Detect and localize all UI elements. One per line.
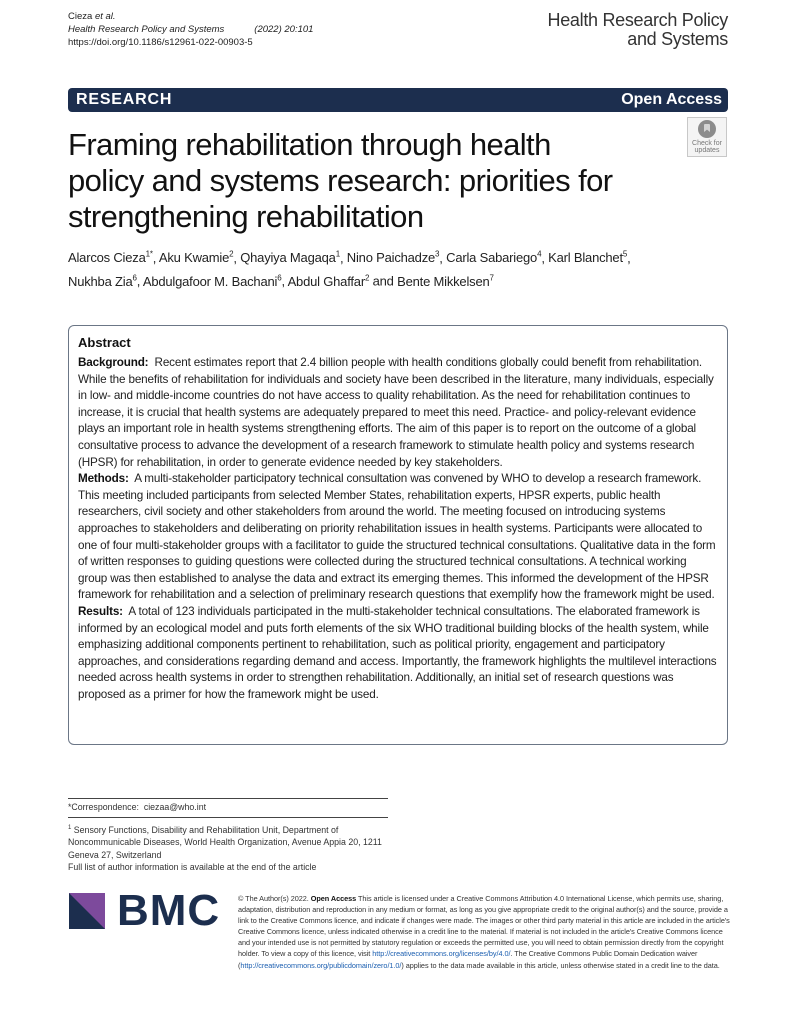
author[interactable]: Nukhba Zia$^6$ xyxy=(68,273,137,289)
correspondence-email[interactable]: ciezaa@who.int xyxy=(143,802,207,812)
journal-logo xyxy=(548,11,728,49)
full-author-list-note: Full list of author information is available at the end of the article xyxy=(68,862,317,873)
abstract-methods: Methods: A multi-stakeholder participatory technical consultation was convened by WHO to develop a research framework. This meeting included participants from selected Member States, rehabilitation experts, HPSR experts, public health researchers, civil society and other stakeholders from around the world. The meeting focused on introducing systems approaches to stakeholders and deliberating on priority rehabilitation issues in health systems. Participants were allocated to one of four multi-stakeholder groups with a facilitator to guide the structured technical consultations. Qualitative data in the form of written responses to guiding questions were collected during the structured technical consultations. A technical working group was then established to analyse the data and extract its emerging themes. This informed the development of the HPSR framework for rehabilitation and a selection of preliminary research questions that exemplify how the framework might be used. xyxy=(78,472,716,602)
abstract-heading: Abstract xyxy=(78,335,131,350)
author[interactable]: Nino Paichadze$^3$ xyxy=(346,250,440,266)
license-text: © The Author(s) 2022. Open Access This article is licensed under a Creative Commons Attribution 4.0 International License, which permits use, sharing, adaptation, distribution and reproduction in any medium or format, as long as you give appropriate credit to the original author(s) and the source, provide a link to the Creative Commons licence, and indicate if changes were made. The images or other third party material in this article are included in the article's Creative Commons licence, unless indicated otherwise in a credit line to the material. If material is not included in the article's Creative Commons licence and your intended use is not permitted by statutory regulation or exceeds the permitted use, you will need to obtain permission directly from the copyright holder. To view a copy of this licence, visit http://creativecommons.org/licenses/by/4.0/. The Creative Commons Public Domain Dedication waiver (http://creativecommons.org/publicdomain/zero/1.0/) applies to the data made available in this article, unless otherwise stated in a credit line to the data. xyxy=(238,894,730,970)
article-type: RESEARCH xyxy=(76,91,173,108)
bookmark-circle-icon xyxy=(698,120,716,138)
author[interactable]: Karl Blanchet$^5$ xyxy=(548,250,628,266)
author[interactable]: Bente Mikkelsen$^7$ xyxy=(397,273,494,289)
author-list: Alarcos Cieza$^{1*}$, Aku Kwamie$^2$, Qhayiya Magaqa$^1$, Nino Paichadze$^3$, Carla Sabariego$^4$, Karl Blanchet$^5$, Nukhba Zia$^6$, Abdulgafoor M. Bachani$^6$, Abdul Ghaffar$^2$ and Bente Mikkelsen$^7$ xyxy=(68,250,631,289)
affiliation-footnote: $^1$ Sensory Functions, Disability and Rehabilitation Unit, Department of Noncommunicable Diseases, World Health Organization, Avenue Appia 20, 1211 Geneva 27, Switzerland Full list of author information is available at the end of the article xyxy=(68,822,398,874)
author[interactable]: Aku Kwamie$^2$ xyxy=(158,250,234,266)
abstract-background: Background: Recent estimates report that 2.4 billion people with health conditions globally could benefit from rehabilitation. While the benefits of rehabilitation for individuals and society have been described in the literature, many individuals, especially in low- and middle-income countries do not have access to quality rehabilitation. As the need for rehabilitation continues to increase, it is crucial that health systems are adequately prepared to meet this need. Practice- and policy-relevant evidence plays an important role in health systems strengthening efforts. The aim of this paper is to report on the outcome of a global consultative process to advance the development of a research framework to stimulate health policy and systems research (HPSR) for rehabilitation, in order to generate evidence needed by key stakeholders. xyxy=(78,356,714,469)
footnote-divider xyxy=(68,798,388,799)
check-for-updates-button[interactable] xyxy=(687,117,727,157)
bmc-logo xyxy=(69,886,221,935)
author[interactable]: Alarcos Cieza$^{1*}$ xyxy=(68,250,153,266)
citation-header xyxy=(68,10,313,49)
abstract-results: Results: A total of 123 individuals participated in the multi-stakeholder technical consultations. The elaborated framework is informed by an ecological model and puts forth elements of the six WHO traditional building blocks of the health system, while emphasizing additional components pertinent to rehabilitation, such as political priority, engagement and participatory approaches, and considerations regarding demand and access. Importantly, the framework highlights the multilevel interactions needed across health systems in order to strengthen rehabilitation. Additionally, an initial set of research questions was proposed as a primer for how the framework might be used. xyxy=(78,604,717,701)
journal-citation: Health Research Policy and Systems xyxy=(68,24,225,35)
check-updates-text: Check for updates xyxy=(692,140,722,154)
journal-name-line1: Health Research Policy xyxy=(547,10,728,30)
author-short: Cieza xyxy=(68,11,93,22)
open-access-label: Open Access xyxy=(621,91,722,108)
journal-name-line2: and Systems xyxy=(627,29,728,49)
abstract-box xyxy=(68,325,728,745)
article-type-banner xyxy=(68,88,728,112)
article-title: Framing rehabilitation through health policy and systems research: priorities for strengthening rehabilitation xyxy=(68,127,613,234)
author[interactable]: Qhayiya Magaqa$^1$ xyxy=(240,250,340,266)
author[interactable]: Abdul Ghaffar$^2$ xyxy=(287,273,370,289)
author[interactable]: Abdulgafoor M. Bachani$^6$ xyxy=(142,273,282,289)
author[interactable]: Carla Sabariego$^4$ xyxy=(446,250,542,266)
footnote-divider xyxy=(68,817,388,818)
cc-by-license-link[interactable]: http://creativecommons.org/licenses/by/4.0/ xyxy=(372,949,511,959)
et-al: et al. xyxy=(94,11,116,22)
volume-info: (2022) 20:101 xyxy=(254,24,314,35)
doi-link[interactable]: https://doi.org/10.1186/s12961-022-00903-5 xyxy=(68,37,253,48)
correspondence: *Correspondence: ciezaa@who.int xyxy=(68,802,207,812)
bmc-wordmark: BMC xyxy=(117,886,221,935)
bmc-logo-mark-icon xyxy=(69,893,105,929)
cc0-waiver-link[interactable]: http://creativecommons.org/publicdomain/zero/1.0/ xyxy=(240,960,402,970)
